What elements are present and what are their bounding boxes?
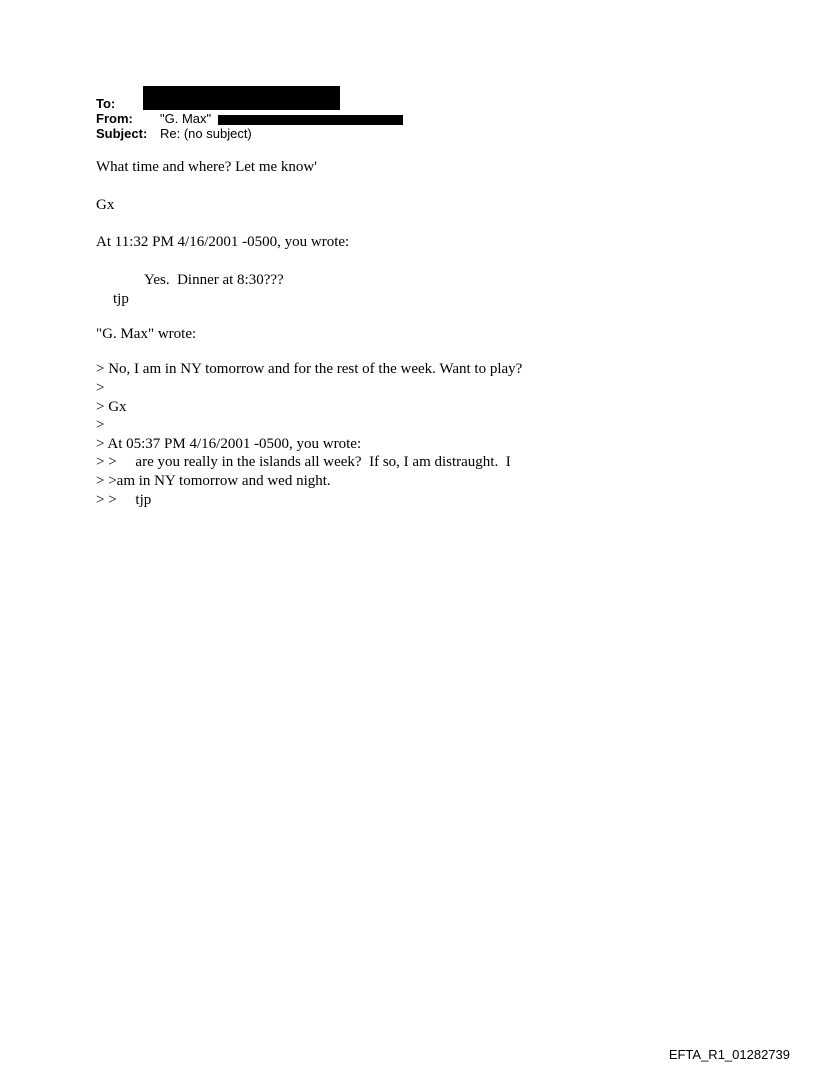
body-line-1: What time and where? Let me know'	[96, 159, 317, 175]
quoted-line: > > are you really in the islands all week? If so, I am distraught. I	[96, 454, 511, 470]
body-line-3: At 11:32 PM 4/16/2001 -0500, you wrote:	[96, 234, 350, 250]
from-redaction	[218, 115, 403, 125]
quoted-line: > At 05:37 PM 4/16/2001 -0500, you wrote:	[96, 436, 362, 452]
quoted-line: > Gx	[96, 399, 127, 415]
quoted-line: >	[96, 380, 105, 396]
to-redaction	[143, 86, 340, 110]
from-label: From:	[96, 111, 133, 126]
document-id: EFTA_R1_01282739	[668, 1047, 790, 1062]
subject-value: Re: (no subject)	[160, 126, 252, 141]
body-line-6: "G. Max" wrote:	[96, 326, 197, 342]
to-label: To:	[96, 96, 116, 111]
quoted-line: >	[96, 417, 105, 433]
from-value: "G. Max"	[160, 111, 212, 126]
quoted-line: > > tjp	[96, 492, 152, 508]
body-line-4: Yes. Dinner at 8:30???	[144, 272, 284, 288]
subject-label: Subject:	[96, 126, 148, 141]
quoted-line: > >am in NY tomorrow and wed night.	[96, 473, 331, 489]
body-line-2: Gx	[96, 197, 115, 213]
body-line-5: tjp	[113, 291, 129, 307]
quoted-line: > No, I am in NY tomorrow and for the rest of the week. Want to play?	[96, 361, 523, 377]
